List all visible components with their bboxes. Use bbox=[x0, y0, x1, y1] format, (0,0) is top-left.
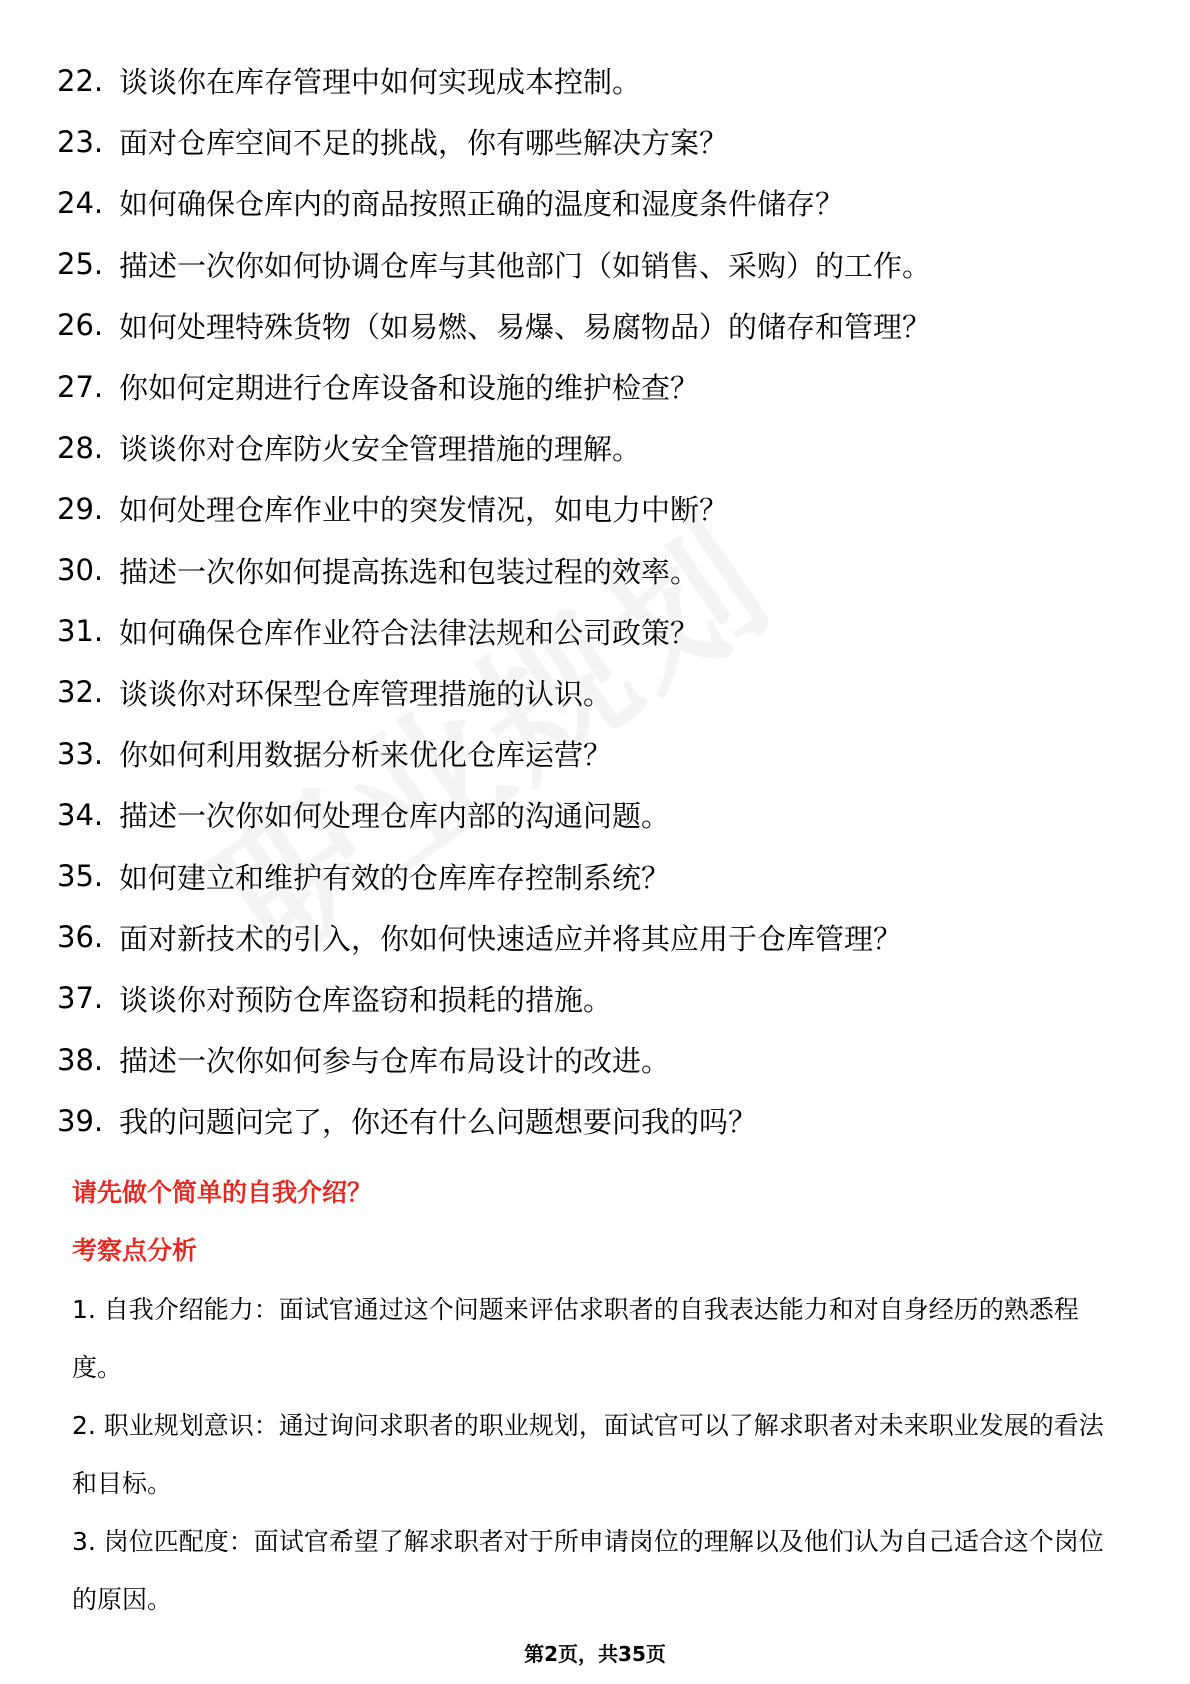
question-number: 35. bbox=[57, 859, 104, 894]
question-number: 30. bbox=[57, 553, 104, 588]
list-item bbox=[57, 601, 1137, 662]
list-item bbox=[57, 784, 1137, 845]
question-number: 36. bbox=[57, 920, 104, 955]
question-number: 32. bbox=[57, 675, 104, 710]
analysis-item: 2. 职业规划意识：通过询问求职者的职业规划，面试官可以了解求职者对未来职业发展的看法和目标。 bbox=[72, 1411, 1104, 1498]
list-item bbox=[57, 295, 1137, 356]
question-number: 22. bbox=[57, 63, 104, 98]
list-item bbox=[57, 907, 1137, 968]
list-item bbox=[57, 356, 1137, 417]
question-number: 23. bbox=[57, 124, 104, 159]
analysis-item: 1. 自我介绍能力：面试官通过这个问题来评估求职者的自我表达能力和对自身经历的熟悉程度。 bbox=[72, 1295, 1079, 1382]
question-number: 38. bbox=[57, 1042, 104, 1077]
question-text: 谈谈你对环保型仓库管理措施的认识。 bbox=[119, 676, 613, 711]
question-number: 26. bbox=[57, 308, 104, 343]
question-number: 27. bbox=[57, 369, 104, 404]
list-item bbox=[57, 111, 1137, 172]
list-item bbox=[57, 1029, 1137, 1090]
question-text: 面对新技术的引入，你如何快速适应并将其应用于仓库管理？ bbox=[119, 921, 903, 956]
list-item bbox=[57, 1090, 1137, 1151]
question-number: 34. bbox=[57, 797, 104, 832]
question-text: 描述一次你如何提高拣选和包装过程的效率。 bbox=[119, 554, 700, 589]
question-text: 谈谈你对预防仓库盗窃和损耗的措施。 bbox=[119, 982, 613, 1017]
question-text: 谈谈你在库存管理中如何实现成本控制。 bbox=[119, 65, 642, 100]
list-item bbox=[57, 540, 1137, 601]
question-number: 37. bbox=[57, 981, 104, 1016]
question-text: 你如何定期进行仓库设备和设施的维护检查？ bbox=[119, 371, 700, 406]
question-text: 你如何利用数据分析来优化仓库运营？ bbox=[119, 738, 613, 773]
question-number: 25. bbox=[57, 247, 104, 282]
list-item bbox=[57, 968, 1137, 1029]
list-item bbox=[57, 172, 1137, 233]
question-text: 描述一次你如何协调仓库与其他部门（如销售、采购）的工作。 bbox=[119, 248, 932, 283]
question-number: 31. bbox=[57, 614, 104, 649]
analysis-item: 3. 岗位匹配度：面试官希望了解求职者对于所申请岗位的理解以及他们认为自己适合这个岗位的原因。 bbox=[72, 1527, 1104, 1614]
question-number: 28. bbox=[57, 430, 104, 465]
analysis-title: 考察点分析 bbox=[72, 1236, 198, 1265]
list-item bbox=[57, 234, 1137, 295]
analysis-list bbox=[72, 1281, 1122, 1629]
question-list bbox=[57, 50, 1137, 1151]
list-item bbox=[57, 723, 1137, 784]
question-text: 如何建立和维护有效的仓库库存控制系统？ bbox=[119, 860, 671, 895]
question-text: 如何确保仓库作业符合法律法规和公司政策？ bbox=[119, 615, 700, 650]
question-text: 我的问题问完了，你还有什么问题想要问我的吗？ bbox=[119, 1105, 758, 1140]
list-item bbox=[57, 662, 1137, 723]
question-text: 描述一次你如何处理仓库内部的沟通问题。 bbox=[119, 799, 671, 834]
question-number: 33. bbox=[57, 736, 104, 771]
question-text: 面对仓库空间不足的挑战，你有哪些解决方案？ bbox=[119, 126, 729, 161]
question-number: 24. bbox=[57, 185, 104, 220]
section-question-title: 请先做个简单的自我介绍？ bbox=[72, 1178, 373, 1207]
question-text: 描述一次你如何参与仓库布局设计的改进。 bbox=[119, 1044, 671, 1079]
list-item bbox=[57, 50, 1137, 111]
page-number: 第2页，共35页 bbox=[524, 1642, 666, 1666]
question-text: 谈谈你对仓库防火安全管理措施的理解。 bbox=[119, 432, 642, 467]
question-number: 39. bbox=[57, 1103, 104, 1138]
question-text: 如何确保仓库内的商品按照正确的温度和湿度条件储存？ bbox=[119, 187, 845, 222]
question-number: 29. bbox=[57, 491, 104, 526]
list-item bbox=[57, 417, 1137, 478]
question-text: 如何处理特殊货物（如易燃、易爆、易腐物品）的储存和管理？ bbox=[119, 309, 932, 344]
question-text: 如何处理仓库作业中的突发情况，如电力中断？ bbox=[119, 493, 729, 528]
list-item bbox=[57, 845, 1137, 906]
list-item bbox=[57, 478, 1137, 539]
